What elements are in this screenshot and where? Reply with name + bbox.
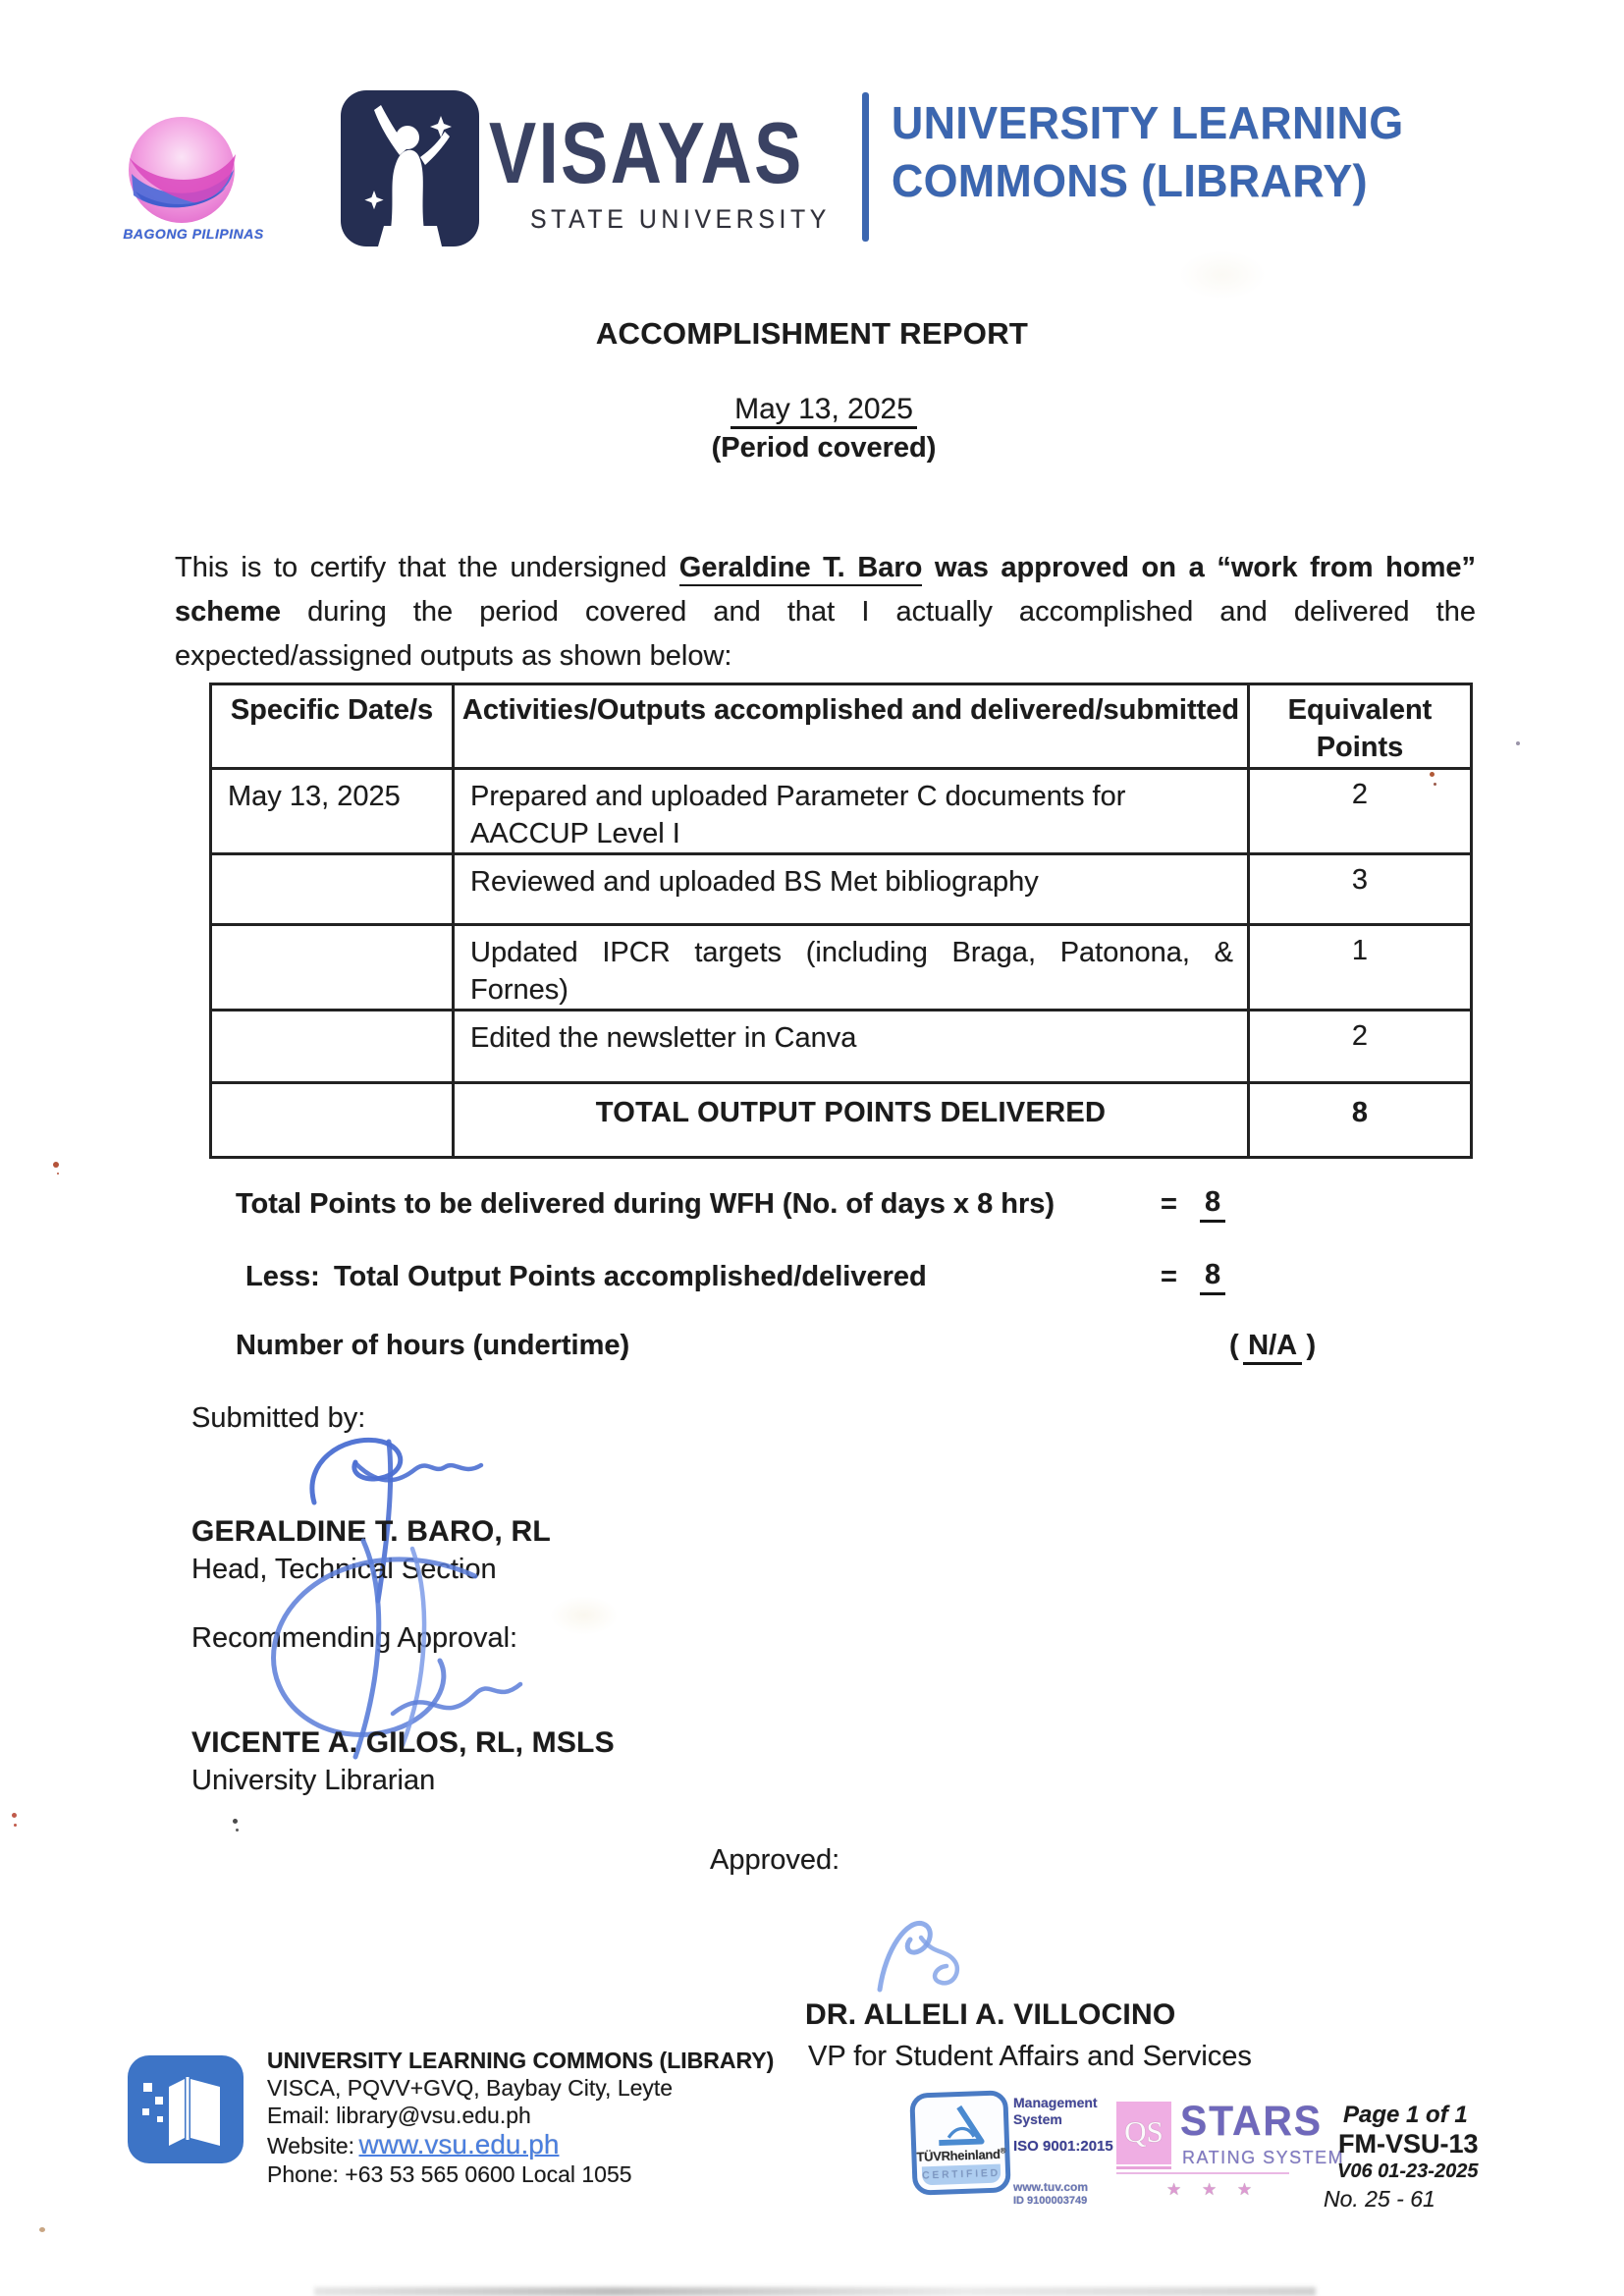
table-row bbox=[211, 854, 1472, 925]
footer-email: Email: library@vsu.edu.ph bbox=[267, 2103, 531, 2128]
tuv-text-block bbox=[1013, 2095, 1113, 2208]
form-serial-number: No. 25 - 61 bbox=[1324, 2186, 1435, 2212]
form-code: FM-VSU-13 bbox=[1338, 2129, 1479, 2159]
qs-stars-row: ★ ★ ★ bbox=[1166, 2180, 1253, 2199]
footer-address: VISCA, PQVV+GVQ, Baybay City, Leyte bbox=[267, 2075, 674, 2101]
cell-points: 3 bbox=[1249, 854, 1472, 925]
website-link[interactable]: www.vsu.edu.ph bbox=[358, 2129, 560, 2159]
tuv-iso: ISO 9001:2015 bbox=[1013, 2138, 1113, 2155]
tuv-mgmt-line2: System bbox=[1013, 2111, 1062, 2127]
cell-date bbox=[211, 854, 454, 925]
villocino-signature bbox=[866, 1905, 994, 2008]
intro-tail: during the period covered and that I actually accomplished and delivered the expected/assigned outputs as shown below: bbox=[175, 596, 1476, 672]
scan-speck bbox=[233, 1819, 238, 1824]
vsu-wordmark-subtitle: STATE UNIVERSITY bbox=[530, 204, 831, 234]
intro-lead: This is to certify that the undersigned bbox=[175, 552, 679, 583]
accomplishment-table bbox=[209, 683, 1473, 1159]
scan-speck bbox=[12, 1813, 17, 1818]
summary-line2-value: 8 bbox=[1200, 1259, 1225, 1295]
submitted-by-label: Submitted by: bbox=[191, 1402, 366, 1434]
total-label: TOTAL OUTPUT POINTS DELIVERED bbox=[454, 1083, 1249, 1158]
summary-line2-label: Total Output Points accomplished/delivered bbox=[334, 1261, 927, 1292]
cell-points: 2 bbox=[1249, 769, 1472, 854]
na-value: N/A bbox=[1243, 1330, 1302, 1365]
tuv-certification-badge bbox=[909, 2090, 1011, 2195]
scan-speck bbox=[53, 1162, 59, 1168]
bagong-pilipinas-sphere-icon bbox=[106, 113, 258, 229]
approver-title: VP for Student Affairs and Services bbox=[808, 2041, 1252, 2072]
header-divider bbox=[862, 92, 869, 242]
report-date-text: May 13, 2025 bbox=[731, 393, 917, 429]
footer-org-name: UNIVERSITY LEARNING COMMONS (LIBRARY) bbox=[267, 2048, 775, 2073]
page-number: Page 1 of 1 bbox=[1343, 2102, 1468, 2128]
submitter-name: GERALDINE T. BARO, RL bbox=[191, 1515, 551, 1548]
qs-logo bbox=[1116, 2102, 1171, 2169]
recommender-title: University Librarian bbox=[191, 1765, 436, 1796]
scan-edge-artifact bbox=[314, 2287, 1316, 2296]
scan-speck bbox=[1516, 741, 1520, 745]
qs-mark: QS bbox=[1116, 2102, 1171, 2164]
table-row bbox=[211, 1011, 1472, 1083]
summary-line3-label: Number of hours (undertime) bbox=[236, 1330, 630, 1361]
tuv-url: www.tuv.com bbox=[1013, 2180, 1089, 2194]
report-title: ACCOMPLISHMENT REPORT bbox=[595, 316, 1029, 351]
scan-stain bbox=[550, 1596, 619, 1635]
qs-stars-wordmark: STARS bbox=[1180, 2098, 1323, 2145]
col-header-date: Specific Date/s bbox=[211, 684, 454, 769]
qs-rating-system: RATING SYSTEM bbox=[1182, 2148, 1345, 2167]
footer-phone: Phone: +63 53 565 0600 Local 1055 bbox=[267, 2161, 632, 2187]
qs-divider-line bbox=[1116, 2172, 1289, 2174]
report-date bbox=[175, 393, 1473, 426]
bagong-pilipinas-logo bbox=[106, 113, 258, 229]
intro-bold: was approved on a “work from home” scheme bbox=[175, 552, 1476, 628]
tuv-mgmt-line1: Management bbox=[1013, 2095, 1098, 2110]
footer-website bbox=[267, 2129, 559, 2160]
website-label: Website: bbox=[267, 2133, 355, 2159]
summary-line1-equals: = bbox=[1161, 1188, 1177, 1220]
library-book-icon bbox=[128, 2055, 244, 2163]
total-points: 8 bbox=[1249, 1083, 1472, 1158]
recommender-name: VICENTE A. GILOS, RL, MSLS bbox=[191, 1726, 615, 1759]
na-open-paren: ( bbox=[1229, 1330, 1239, 1361]
employee-name: Geraldine T. Baro bbox=[679, 552, 923, 586]
na-close-paren: ) bbox=[1306, 1330, 1317, 1361]
office-name-line1: UNIVERSITY LEARNING bbox=[892, 97, 1404, 148]
cell-date: May 13, 2025 bbox=[211, 769, 454, 854]
cell-activity: Prepared and uploaded Parameter C documents for AACCUP Level I bbox=[454, 769, 1249, 854]
scan-speck bbox=[39, 2227, 45, 2232]
summary-line2-equals: = bbox=[1161, 1261, 1177, 1292]
vsu-wordmark: VISAYAS bbox=[489, 104, 804, 201]
approved-label: Approved: bbox=[710, 1844, 840, 1876]
cell-date bbox=[211, 925, 454, 1011]
cell-activity: Updated IPCR targets (including Braga, Patonona, & Fornes) bbox=[454, 925, 1249, 1011]
table-total-row bbox=[211, 1083, 1472, 1158]
tuv-name: TÜVRheinland® bbox=[916, 2146, 1006, 2164]
qs-underbar bbox=[1116, 2166, 1171, 2169]
tuv-triangle-icon bbox=[935, 2101, 986, 2148]
office-name-line2: COMMONS (LIBRARY) bbox=[892, 155, 1368, 206]
scan-stain bbox=[1178, 250, 1267, 300]
certification-paragraph bbox=[175, 546, 1476, 679]
cell-empty bbox=[211, 1083, 454, 1158]
cell-points: 2 bbox=[1249, 1011, 1472, 1083]
report-period-label: (Period covered) bbox=[711, 432, 937, 464]
col-header-activity: Activities/Outputs accomplished and delivered/submitted bbox=[454, 684, 1249, 769]
cell-points: 1 bbox=[1249, 925, 1472, 1011]
col-header-points: Equivalent Points bbox=[1249, 684, 1472, 769]
office-name bbox=[892, 94, 1420, 210]
table-row bbox=[211, 925, 1472, 1011]
approver-name: DR. ALLELI A. VILLOCINO bbox=[805, 1998, 1176, 2031]
table-row bbox=[211, 769, 1472, 854]
scan-speck bbox=[1430, 772, 1435, 777]
vsu-seal-icon bbox=[339, 88, 481, 248]
cell-activity: Edited the newsletter in Canva bbox=[454, 1011, 1249, 1083]
cell-date bbox=[211, 1011, 454, 1083]
tuv-id: ID 9100003749 bbox=[1013, 2195, 1088, 2207]
submitter-title: Head, Technical Section bbox=[191, 1554, 497, 1585]
summary-line1-value: 8 bbox=[1200, 1186, 1225, 1223]
recommending-approval-label: Recommending Approval: bbox=[191, 1622, 518, 1654]
tuv-certified-band: CERTIFIED bbox=[922, 2164, 1001, 2186]
cell-activity: Reviewed and uploaded BS Met bibliography bbox=[454, 854, 1249, 925]
summary-line1-label: Total Points to be delivered during WFH (No. of days x 8 hrs) bbox=[236, 1188, 1056, 1220]
summary-line2-less: Less: bbox=[245, 1261, 320, 1292]
bagong-pilipinas-label: BAGONG PILIPINAS bbox=[123, 226, 264, 242]
summary-line3-value-group bbox=[1229, 1330, 1316, 1362]
form-version: V06 01-23-2025 bbox=[1337, 2160, 1479, 2182]
table-header-row bbox=[211, 684, 1472, 769]
